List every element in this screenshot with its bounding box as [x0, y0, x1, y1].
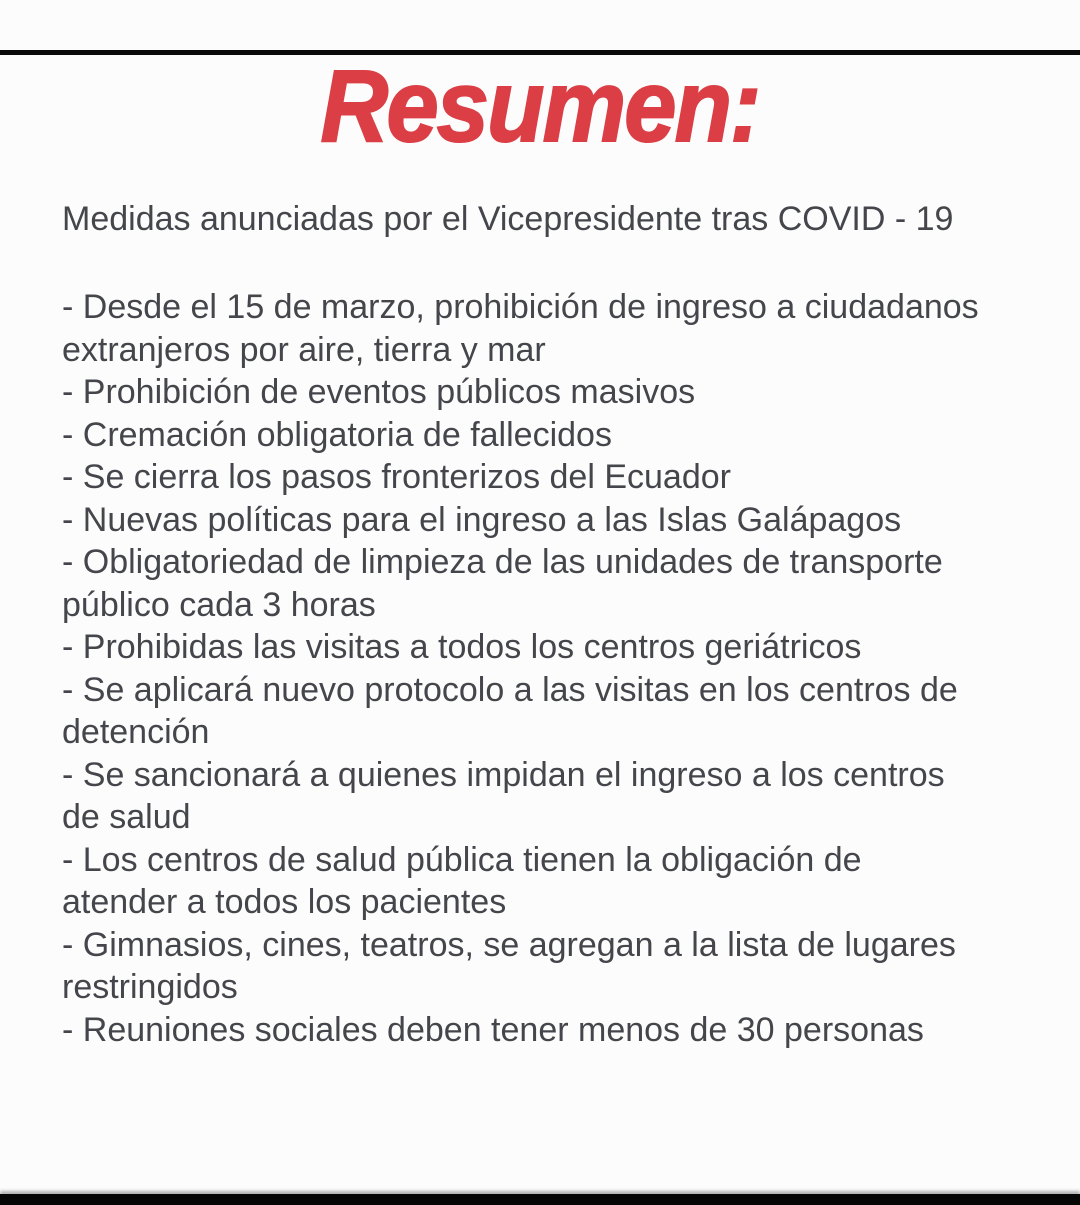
measures-list [62, 286, 984, 1051]
list-item: - Se cierra los pasos fronterizos del Ecuador [62, 458, 731, 496]
list-item: - Se aplicará nuevo protocolo a las visitas en los centros de detención [62, 670, 958, 751]
list-item: - Reuniones sociales deben tener menos de 30 personas [62, 1010, 924, 1049]
list-item: - Cremación obligatoria de fallecidos [62, 415, 612, 454]
subtitle: Medidas anunciadas por el Vicepresidente tras COVID - 19 [62, 200, 954, 238]
list-item: - Gimnasios, cines, teatros, se agregan a la lista de lugares restringidos [62, 925, 956, 1006]
list-item: - Los centros de salud pública tienen la obligación de atender a todos los pacientes [62, 840, 862, 921]
page-title: Resumen: [320, 49, 760, 163]
list-item: - Prohibidas las visitas a todos los centros geriátricos [62, 628, 862, 666]
bottom-border-bar [0, 1194, 1080, 1205]
list-item: - Nuevas políticas para el ingreso a las Islas Galápagos [62, 500, 902, 539]
list-item: - Desde el 15 de marzo, prohibición de ingreso a ciudadanos extranjeros por aire, tierra y mar [62, 288, 979, 369]
page [0, 50, 1080, 1205]
list-item: - Obligatoriedad de limpieza de las unidades de transporte público cada 3 horas [62, 543, 943, 624]
list-item: - Se sancionará a quienes impidan el ingreso a los centros de salud [62, 755, 945, 836]
list-item: - Prohibición de eventos públicos masivos [62, 373, 696, 411]
